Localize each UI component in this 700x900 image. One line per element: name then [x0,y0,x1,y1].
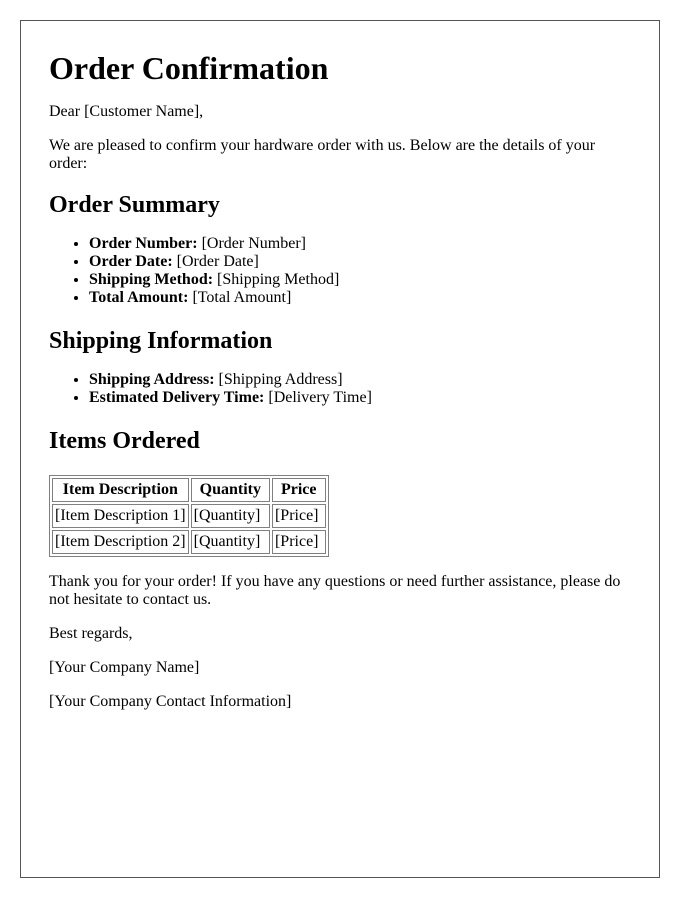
item-value: [Total Amount] [188,289,292,306]
table-cell: [Item Description 1] [52,504,189,528]
item-value: [Order Date] [172,253,259,270]
page-title: Order Confirmation [49,50,329,86]
sign-off: Best regards, [49,625,133,642]
item-value: [Delivery Time] [264,389,372,406]
items-table [49,475,329,557]
intro-paragraph: We are pleased to confirm your hardware order with us. Below are the details of your order: [49,137,596,172]
item-label: Shipping Method: [89,271,214,288]
column-header: Quantity [191,478,270,502]
list-item [89,289,631,307]
table-cell: [Item Description 2] [52,530,189,554]
table-row [52,530,326,554]
item-label: Order Number: [89,235,198,252]
table-cell: [Quantity] [191,530,270,554]
shipping-info-list [49,371,631,407]
item-value: [Shipping Address] [214,371,343,388]
table-cell: [Price] [272,504,326,528]
list-item [89,253,631,271]
greeting: Dear [Customer Name], [49,103,204,120]
list-item [89,235,631,253]
list-item [89,371,631,389]
item-label: Shipping Address: [89,371,215,388]
shipping-info-heading: Shipping Information [49,328,273,354]
company-contact: [Your Company Contact Information] [49,693,292,710]
item-label: Total Amount: [89,289,189,306]
thank-you-paragraph: Thank you for your order! If you have any questions or need further assistance, please do not hesitate to contact us. [49,573,621,608]
items-ordered-heading: Items Ordered [49,428,200,454]
item-value: [Shipping Method] [213,271,340,288]
table-cell: [Quantity] [191,504,270,528]
table-row [52,504,326,528]
list-item [89,389,631,407]
company-name: [Your Company Name] [49,659,200,676]
order-summary-heading: Order Summary [49,192,220,218]
table-header-row [52,478,326,502]
item-label: Estimated Delivery Time: [89,389,265,406]
column-header: Price [272,478,326,502]
letter-page [20,20,660,878]
column-header: Item Description [52,478,189,502]
order-summary-list [49,235,631,307]
list-item [89,271,631,289]
item-label: Order Date: [89,253,173,270]
table-cell: [Price] [272,530,326,554]
item-value: [Order Number] [197,235,306,252]
